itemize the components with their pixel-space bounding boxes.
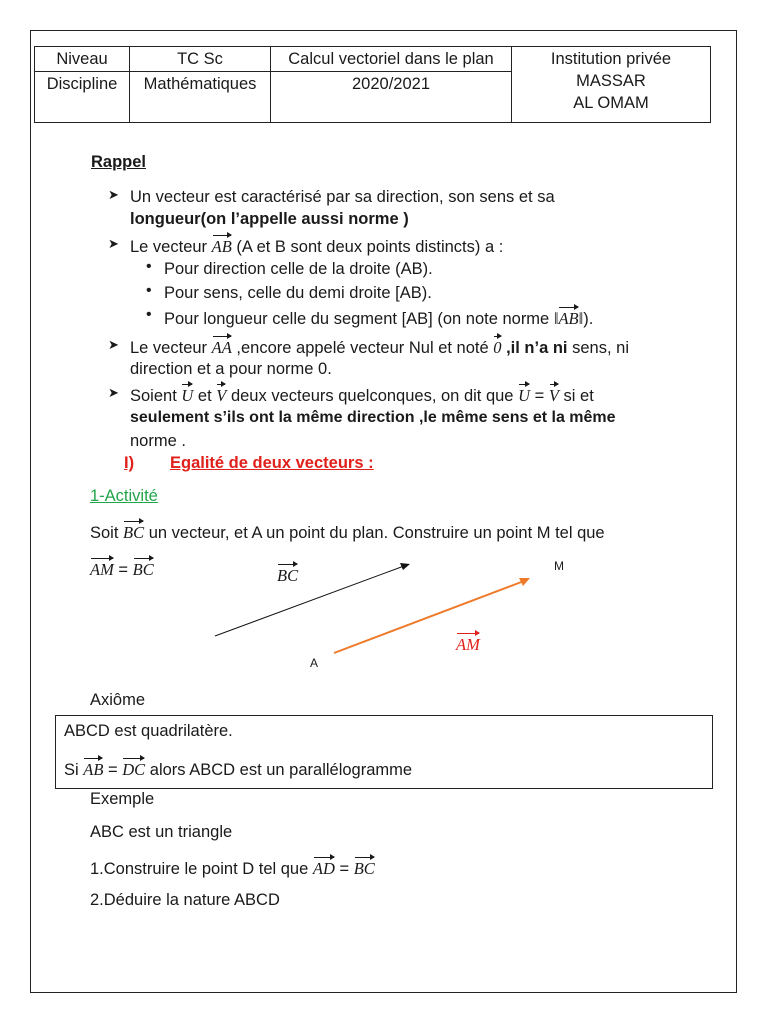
vector-u-eq: U <box>518 383 530 407</box>
school-year: 2020/2021 <box>271 72 512 123</box>
axiome-line2 <box>64 757 412 781</box>
vector-u: U <box>181 383 193 407</box>
niveau-label: Niveau <box>35 47 130 72</box>
discipline-label: Discipline <box>35 72 130 123</box>
equals-sign: = <box>339 860 350 878</box>
exemple-q2: 2.Déduire la nature ABCD <box>90 891 280 909</box>
arrow-bullet-icon: ➤ <box>108 236 119 251</box>
vector-bc: BC <box>133 557 154 581</box>
rappel-sub3: Pour longueur celle du segment [AB] (on note norme ‖AB‖). <box>164 306 593 330</box>
vector-bc: BC <box>354 856 375 880</box>
sub3-text: Pour longueur celle du segment [AB] (on note norme <box>164 310 550 328</box>
vector-ab-norm: AB <box>558 306 578 330</box>
section-number: I) <box>124 454 135 472</box>
arrow-bullet-icon: ➤ <box>108 337 119 352</box>
activite-title: 1-Activité <box>90 487 158 505</box>
axiome-si: Si <box>64 761 79 779</box>
exemple-q1 <box>90 856 375 880</box>
b4-et: et <box>197 387 212 405</box>
equals-sign: = <box>534 387 545 405</box>
vector-bc-line <box>215 566 404 636</box>
rappel-sub1: Pour direction celle de la droite (AB). <box>164 260 433 278</box>
b3-mid: ,encore appelé vecteur Nul et noté <box>236 339 489 357</box>
niveau-value: TC Sc <box>130 47 271 72</box>
vector-v: V <box>216 383 226 407</box>
bullet-dot-icon: • <box>146 258 152 275</box>
vector-bc-arrowhead <box>400 563 410 570</box>
point-a-label: A <box>310 656 319 670</box>
exemple-title: Exemple <box>90 790 155 808</box>
figure-bc-label <box>277 563 298 587</box>
section-title: Egalité de deux vecteurs : <box>170 454 374 472</box>
figure-am-label <box>456 632 480 656</box>
sub3-end: ). <box>583 310 594 328</box>
bullet-dot-icon: • <box>146 306 152 323</box>
institution-line3: AL OMAM <box>573 94 649 112</box>
b3-end: sens, ni <box>572 339 629 357</box>
axiome-post: alors ABCD est un parallélogramme <box>149 761 413 779</box>
b4-mid: deux vecteurs quelconques, on dit que <box>230 387 514 405</box>
vector-dc: DC <box>122 757 145 781</box>
equals-sign: = <box>118 561 129 579</box>
vector-v-eq: V <box>549 383 559 407</box>
activite-pre: Soit <box>90 524 119 542</box>
point-m-label: M <box>554 559 564 573</box>
equals-sign: = <box>108 761 118 779</box>
vector-am-line <box>334 581 524 653</box>
vector-am: AM <box>90 557 114 581</box>
rappel-b4-line2: seulement s’ils ont la même direction ,le même sens et la même <box>130 409 616 426</box>
vector-aa: AA <box>212 335 232 359</box>
arrow-bullet-icon: ➤ <box>108 385 119 400</box>
arrow-bullet-icon: ➤ <box>108 187 119 202</box>
vector-am-label: AM <box>456 632 480 656</box>
axiome-line1: ABCD est quadrilatère. <box>64 722 233 740</box>
activite-post: un vecteur, et A un point du plan. Construire un point M tel que <box>148 524 605 542</box>
axiome-title: Axiôme <box>90 691 146 709</box>
vector-bc-label: BC <box>277 563 298 587</box>
rappel-b1-line2: longueur(on l’appelle aussi norme ) <box>130 210 409 228</box>
rappel-b1-line1: Un vecteur est caractérisé par sa direction, son sens et sa <box>130 188 555 206</box>
q1-text: 1.Construire le point D tel que <box>90 860 309 878</box>
b4-pre: Soient <box>130 387 177 405</box>
b2-pre: Le vecteur <box>130 238 208 256</box>
b3-bold: ,il n’a ni <box>506 339 568 357</box>
exemple-line1: ABC est un triangle <box>90 823 233 841</box>
b3-pre: Le vecteur <box>130 339 208 357</box>
b2-post: (A et B sont deux points distincts) a : <box>236 238 504 256</box>
vector-ab: AB <box>212 234 232 258</box>
bullet-dot-icon: • <box>146 282 152 299</box>
institution-line1: Institution privée <box>550 50 672 68</box>
rappel-b4-line3: norme . <box>130 432 186 450</box>
vector-ab: AB <box>83 757 103 781</box>
rappel-sub2: Pour sens, celle du demi droite [AB). <box>164 284 432 302</box>
rappel-title: Rappel <box>91 153 147 171</box>
vector-bc: BC <box>123 520 144 544</box>
institution-line2: MASSAR <box>576 72 646 90</box>
rappel-b3-line2: direction et a pour norme 0. <box>130 360 332 378</box>
lesson-title: Calcul vectoriel dans le plan <box>271 47 512 72</box>
b4-end: si et <box>563 387 594 405</box>
vector-ad: AD <box>313 856 335 880</box>
discipline-value: Mathématiques <box>130 72 271 123</box>
vector-zero: 0 <box>493 335 501 359</box>
